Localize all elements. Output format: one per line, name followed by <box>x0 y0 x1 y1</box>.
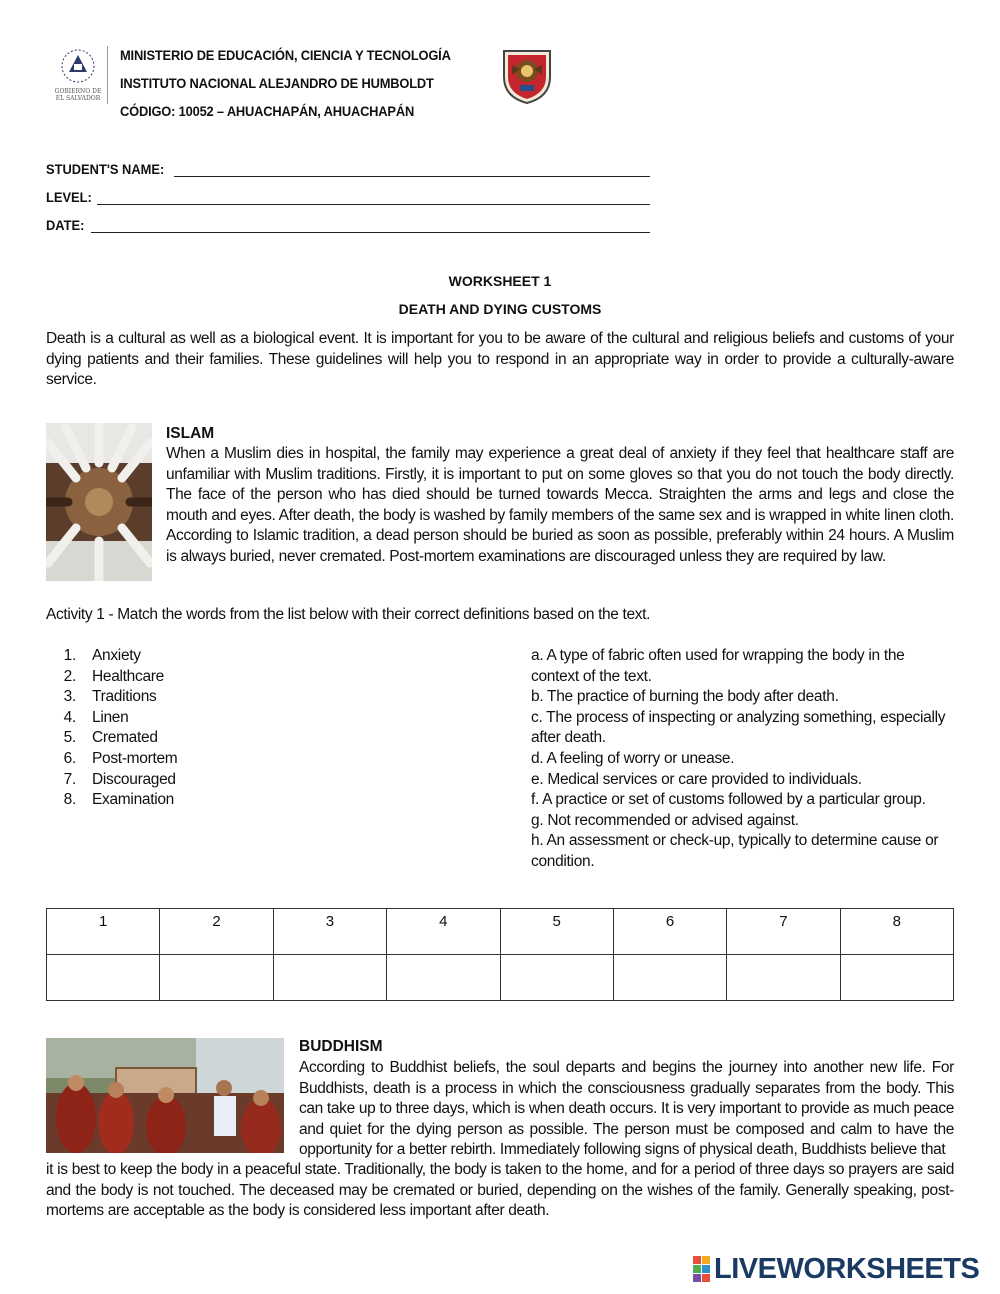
islam-photo <box>46 423 152 581</box>
gov-logo-line-2: EL SALVADOR <box>55 95 101 102</box>
answer-header-cell: 4 <box>387 909 500 955</box>
definition-line: e. Medical services or care provided to individuals. <box>531 770 862 788</box>
liveworksheets-logo[interactable] <box>693 1252 979 1286</box>
answer-header-cell: 8 <box>840 909 953 955</box>
answer-header-cell: 6 <box>613 909 726 955</box>
buddhism-photo-image <box>46 1038 284 1153</box>
header-divider <box>107 46 108 104</box>
answer-input-cell[interactable] <box>387 955 500 1001</box>
answer-input-cell[interactable] <box>273 955 386 1001</box>
word-item: 4. Linen <box>63 708 129 726</box>
buddhism-paragraph-wrapped: According to Buddhist beliefs, the soul departs and begins the journey into another new life. For Buddhists, death is a process in which the consciousness gradually separates from the body. This can take up to three days, which is when death occurs. It is very important to provide as much peace and quiet for the dying person as possible. The person must be composed and calm to have the opportunity for a better rebirth. Immediately following signs of physical death, Buddhists believe that <box>299 1059 954 1159</box>
answer-header-cell: 2 <box>160 909 273 955</box>
worksheet-number: WORKSHEET 1 <box>448 273 552 289</box>
worksheet-title: DEATH AND DYING CUSTOMS <box>398 301 602 317</box>
definition-line: after death. <box>531 729 606 747</box>
student-name-label: STUDENT'S NAME: <box>46 161 165 177</box>
ministry-name: MINISTERIO DE EDUCACIÓN, CIENCIA Y TECNOLOGÍA <box>120 47 451 63</box>
definition-list <box>531 646 956 873</box>
answer-input-cell[interactable] <box>160 955 273 1001</box>
buddhism-heading: BUDDHISM <box>299 1038 383 1055</box>
answer-header-cell: 3 <box>273 909 386 955</box>
definition-line: d. A feeling of worry or unease. <box>531 749 735 767</box>
buddhism-photo <box>46 1038 284 1153</box>
liveworksheets-logo-text: LIVEWORKSHEETS <box>714 1252 980 1285</box>
answer-table <box>46 908 954 1001</box>
intro-paragraph: Death is a cultural as well as a biological event. It is important for you to be aware of the cultural and religious beliefs and customs of your dying patients and their families. These guidelines will help you to respond in an appropriate way in order to provide a culturally-aware service. <box>46 330 954 389</box>
answer-input-cell[interactable] <box>613 955 726 1001</box>
definition-line: g. Not recommended or advised against. <box>531 811 799 829</box>
word-list <box>46 646 446 811</box>
word-item: 5. Cremated <box>63 729 158 747</box>
answer-input-cell[interactable] <box>840 955 953 1001</box>
school-crest-icon <box>498 47 556 105</box>
islam-photo-image <box>46 423 152 581</box>
answer-header-cell: 5 <box>500 909 613 955</box>
definition-line: condition. <box>531 852 595 870</box>
definition-line: context of the text. <box>531 667 652 685</box>
date-input-line[interactable] <box>91 232 650 233</box>
school-code: CÓDIGO: 10052 – AHUACHAPÁN, AHUACHAPÁN <box>120 103 415 119</box>
definition-line: a. A type of fabric often used for wrapping the body in the <box>531 647 905 664</box>
definition-line: f. A practice or set of customs followed by a particular group. <box>531 791 926 809</box>
word-item: 3. Traditions <box>63 688 157 706</box>
liveworksheets-logo-icon <box>693 1256 710 1282</box>
level-label: LEVEL: <box>46 189 92 205</box>
islam-heading: ISLAM <box>166 425 215 442</box>
institute-name: INSTITUTO NACIONAL ALEJANDRO DE HUMBOLDT <box>120 75 434 91</box>
student-name-input-line[interactable] <box>174 176 650 177</box>
word-item: 1. Anxiety <box>63 647 141 664</box>
answer-header-row <box>47 909 954 955</box>
answer-header-cell: 1 <box>47 909 160 955</box>
word-item: 8. Examination <box>63 791 174 809</box>
activity1-instruction: Activity 1 - Match the words from the list below with their correct definitions based on the text. <box>46 606 651 623</box>
definition-line: c. The process of inspecting or analyzing something, especially <box>531 708 946 726</box>
answer-header-cell: 7 <box>727 909 840 955</box>
date-label: DATE: <box>46 217 85 233</box>
answer-input-cell[interactable] <box>727 955 840 1001</box>
definition-line: b. The practice of burning the body after death. <box>531 688 839 706</box>
word-item: 2. Healthcare <box>63 667 164 685</box>
level-input-line[interactable] <box>97 204 650 205</box>
answer-input-cell[interactable] <box>47 955 160 1001</box>
answer-input-row <box>47 955 954 1001</box>
answer-input-cell[interactable] <box>500 955 613 1001</box>
islam-paragraph: When a Muslim dies in hospital, the family may experience a great deal of anxiety if they feel that healthcare staff are unfamiliar with Muslim traditions. Firstly, it is important to put on some gloves so that you do not touch the body directly. The face of the person who has died should be turned towards Mecca. Straighten the arms and legs and close the mouth and eyes. After death, the body is washed by family members of the same sex and is wrapped in white linen cloth. According to Islamic tradition, a dead person should be buried as soon as possible, preferably within 24 hours. A Muslim is always buried, never cremated. Post-mortem examinations are discouraged unless they are required by law. <box>166 445 954 565</box>
word-item: 6. Post-mortem <box>63 749 178 767</box>
government-seal-icon <box>52 46 104 104</box>
buddhism-paragraph-full: it is best to keep the body in a peaceful state. Traditionally, the body is taken to the home, and for a period of three days so prayers are said and the body is not touched. The deceased may be cremated or buried, depending on the wishes of the family. Generally speaking, post-mortems are acceptable as the body is considered less important after death. <box>46 1161 954 1220</box>
definition-line: h. An assessment or check-up, typically to determine cause or <box>531 832 939 850</box>
word-item: 7. Discouraged <box>63 770 176 788</box>
gov-logo-line-1: GOBIERNO DE <box>54 88 102 95</box>
